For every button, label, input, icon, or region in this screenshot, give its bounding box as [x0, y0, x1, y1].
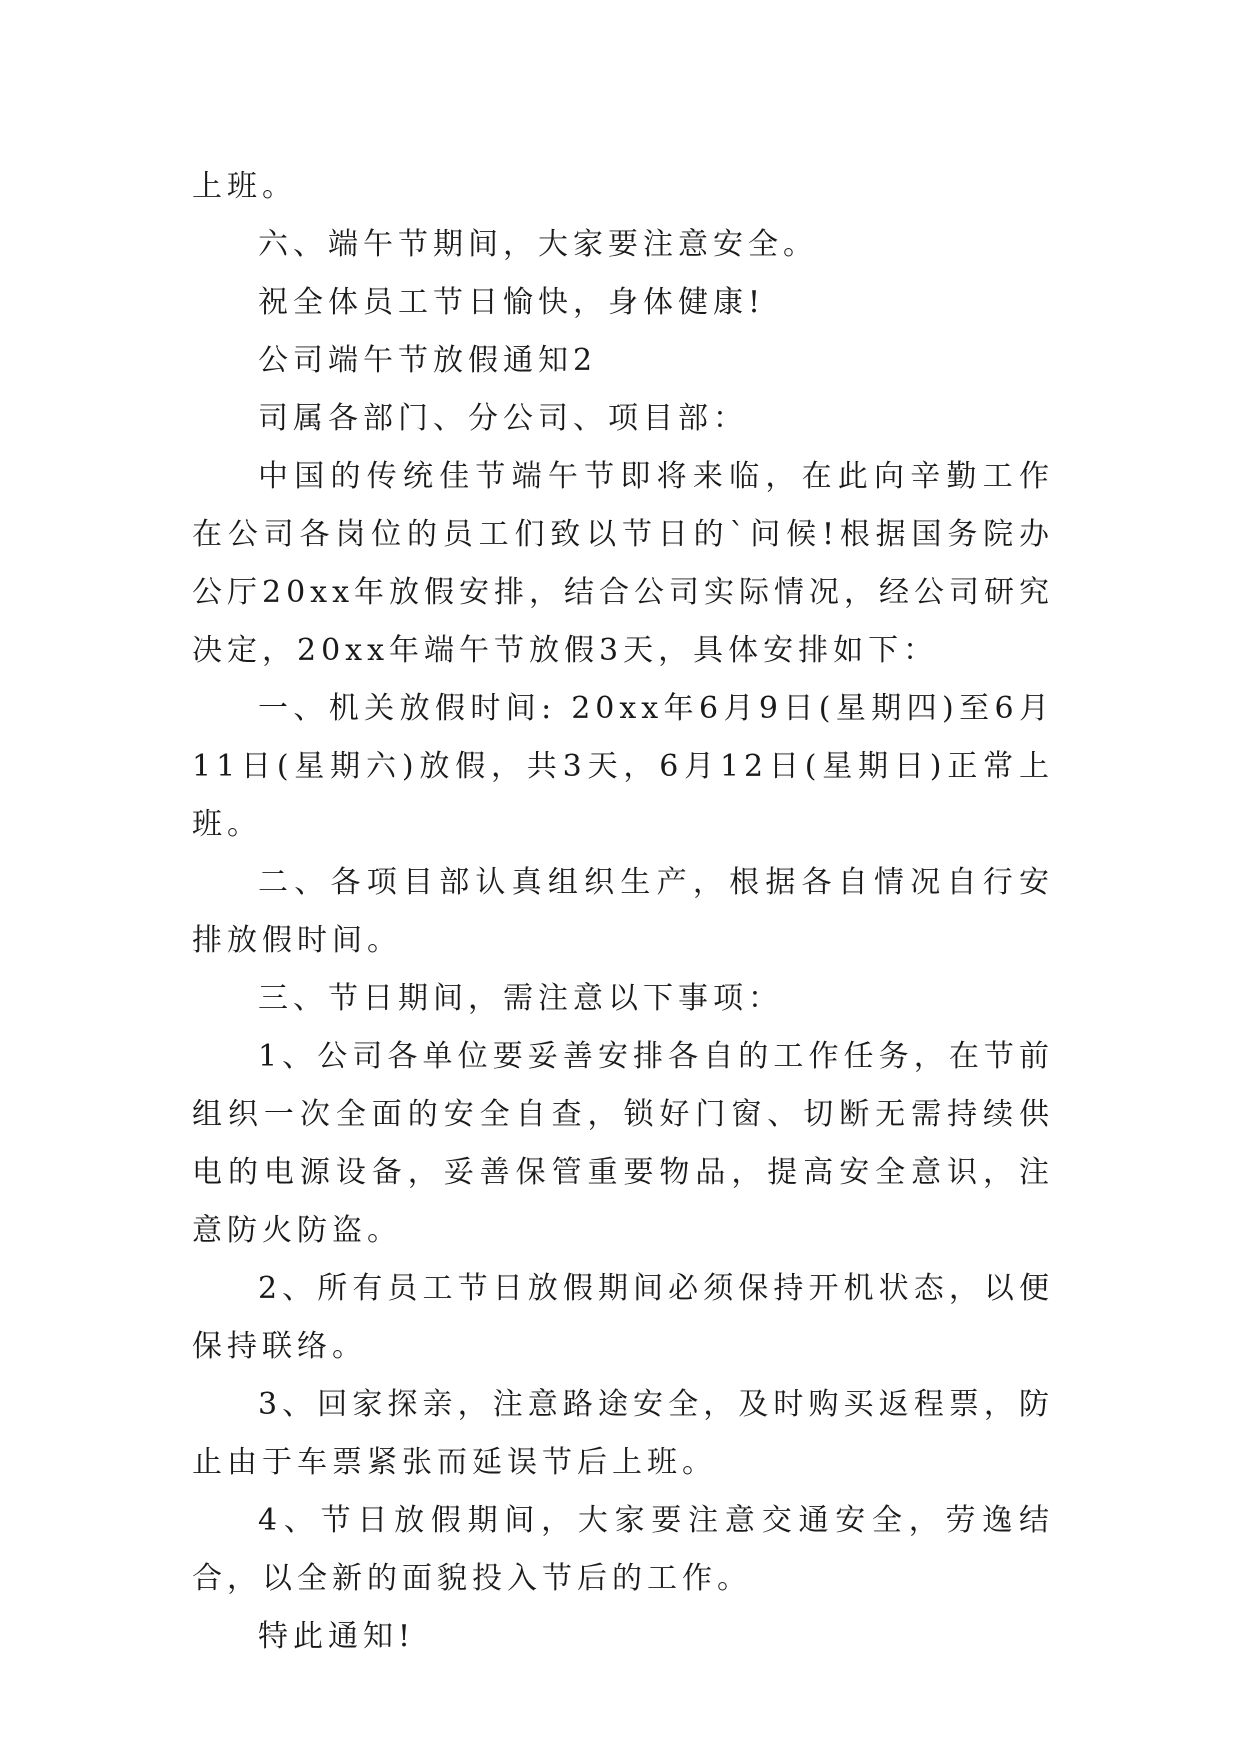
paragraph-subitem-4: 4、节日放假期间，大家要注意交通安全，劳逸结合，以全新的面貌投入节后的工作。 [192, 1503, 1054, 1596]
notice-title: 公司端午节放假通知2 [258, 343, 598, 378]
paragraph-item-six: 六、端午节期间，大家要注意安全。 [258, 227, 818, 262]
paragraph-subitem-1: 1、公司各单位要妥善安排各自的工作任务，在节前组织一次全面的安全自查，锁好门窗、切断无需持续供电的电源设备，妥善保管重要物品，提高安全意识，注意防火防盗。 [192, 1039, 1054, 1248]
paragraph-wishes: 祝全体员工节日愉快，身体健康! [258, 285, 766, 320]
paragraph-item-three: 三、节日期间，需注意以下事项： [258, 981, 783, 1016]
paragraph-item-two: 二、各项目部认真组织生产，根据各自情况自行安排放假时间。 [192, 865, 1054, 958]
notice-recipients: 司属各部门、分公司、项目部： [258, 401, 748, 436]
paragraph-item-one: 一、机关放假时间: 20xx年6月9日(星期四)至6月11日(星期六)放假，共3天，6月12日(星期日)正常上班。 [192, 691, 1054, 842]
document-page [192, 158, 1054, 1666]
paragraph-continuation: 上班。 [192, 169, 297, 204]
paragraph-closing: 特此通知! [258, 1619, 416, 1654]
paragraph-subitem-2: 2、所有员工节日放假期间必须保持开机状态，以便保持联络。 [192, 1271, 1054, 1364]
paragraph-intro: 中国的传统佳节端午节即将来临，在此向辛勤工作在公司各岗位的员工们致以节日的`问候!根据国务院办公厅20xx年放假安排，结合公司实际情况，经公司研究决定，20xx年端午节放假3天，具体安排如下： [192, 459, 1055, 668]
paragraph-subitem-3: 3、回家探亲，注意路途安全，及时购买返程票，防止由于车票紧张而延误节后上班。 [192, 1387, 1054, 1480]
